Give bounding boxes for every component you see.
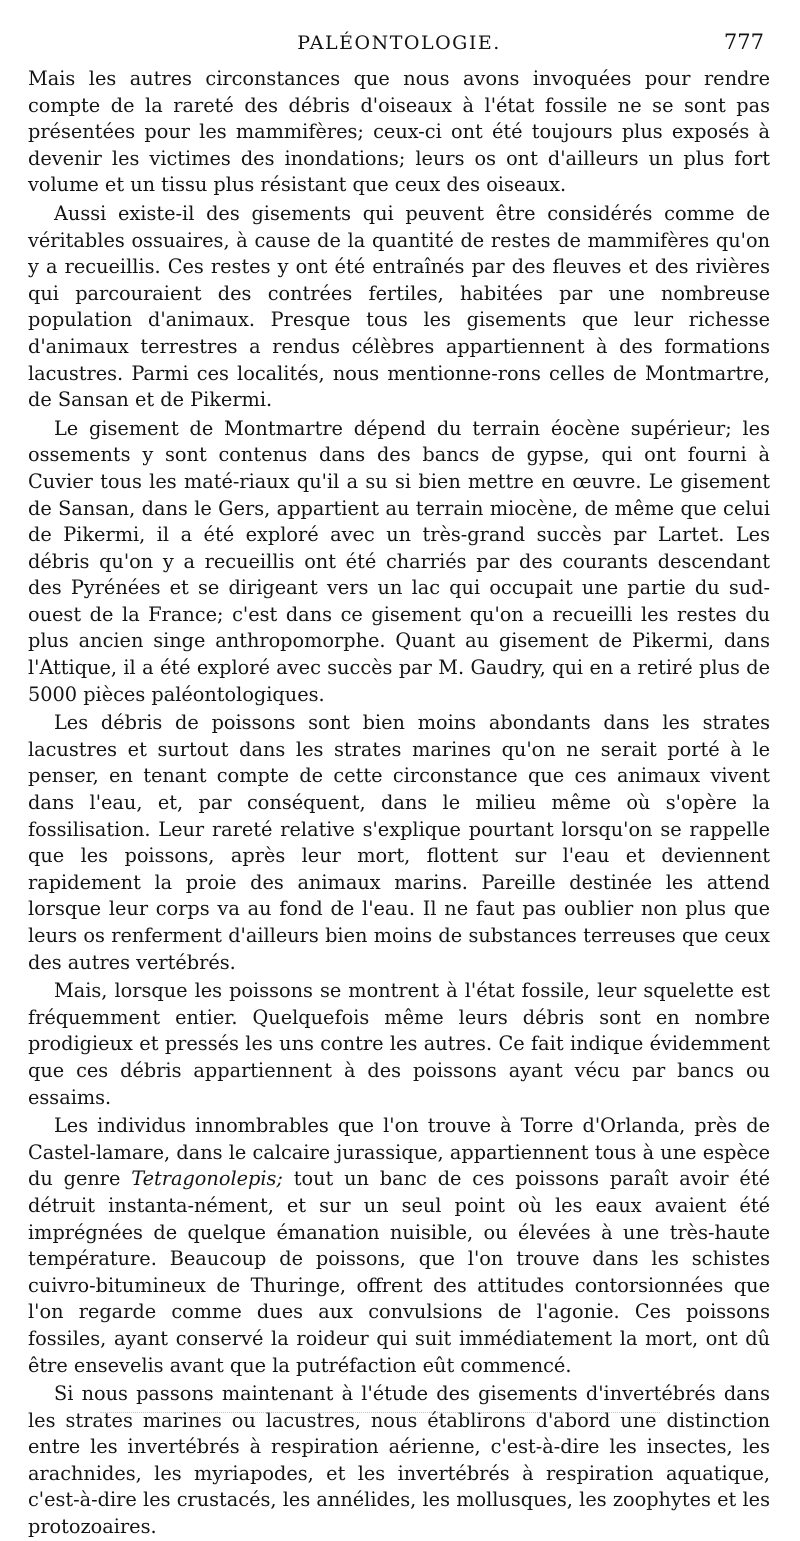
paragraph-birds-mammals: Mais les autres circonstances que nous avons invoquées pour rendre compte de la rareté des débris d'oiseaux à l'état fossile ne se sont pas présentées pour les mammifères; ceux-ci ont été toujours plus exposés à devenir les victimes des inondations; leurs os ont d'ailleurs un plus fort volume et un tissu plus résistant que ceux des oiseaux.	[28, 67, 770, 197]
genus-name: Tetragonolepis;	[131, 1167, 283, 1191]
paragraph-invertebrates: Si nous passons maintenant à l'étude des gisements d'invertébrés dans les strates marines ou lacustres, nous établirons d'abord une distinction entre les invertébrés à respiration aérienne, c'est-à-dire les insectes, les arachnides, les myriapodes, et les invertébrés à respiration aquatique, c'est-à-dire les crustacés, les annélides, les mollusques, les zoophytes et les protozoaires.	[28, 1382, 770, 1539]
paragraph-fish-debris: Les débris de poissons sont bien moins abondants dans les strates lacustres et surtout dans les strates marines qu'on ne serait porté à le penser, en tenant compte de cette circonstance que ces animaux vivent dans l'eau, et, par conséquent, dans le milieu même où s'opère la fossilisation. Leur rareté relative s'explique pourtant lorsqu'on se rappelle que les poissons, après leur mort, flottent sur l'eau et deviennent rapidement la proie des animaux marins. Pareille destinée les attend lorsque leur corps va au fond de l'eau. Il ne faut pas oublier non plus que leurs os renferment d'ailleurs bien moins de substances terreuses que ceux des autres vertébrés.	[28, 711, 770, 974]
torre-text-after: tout un banc de ces poissons paraît avoir été détruit instanta-nément, et sur un seul point où les eaux avaient été imprégnées de quelque émanation nuisible, ou élevées à une très-haute température. Beaucoup de poissons, que l'on trouve dans les schistes cuivro-bitumineux de Thuringe, offrent des attitudes contorsionnées que l'on regarde comme dues aux convulsions de l'agonie. Ces poissons fossiles, ayant conservé la roideur qui suit immédiatement la mort, ont dû être ensevelis avant que la putréfaction eût commencé.	[28, 1167, 770, 1377]
running-header	[28, 30, 770, 60]
paragraph-torre-orlanda	[28, 1113, 770, 1379]
body-text	[28, 66, 770, 1541]
torre-text-before: Les individus innombrables que l'on trouve à Torre d'Orlanda, près de Castel-lamare, dans le calcaire jurassique, appartiennent tous à une espèce du genre	[28, 1114, 770, 1191]
paragraph-montmartre: Le gisement de Montmartre dépend du terrain éocène supérieur; les ossements y sont contenus dans des bancs de gypse, qui ont fourni à Cuvier tous les maté-riaux qu'il a su si bien mettre en œuvre. Le gisement de Sansan, dans le Gers, appartient au terrain miocène, de même que celui de Pikermi, il a été exploré avec un très-grand succès par Lartet. Les débris qu'on y a recueillis ont été charriés par des courants descendant des Pyrénées et se dirigeant vers un lac qui occupait une partie du sud-ouest de la France; c'est dans ce gisement qu'on a recueilli les restes du plus ancien singe anthropomorphe. Quant au gisement de Pikermi, dans l'Attique, il a été exploré avec succès par M. Gaudry, qui en a retiré plus de 5000 pièces paléontologiques.	[28, 416, 770, 706]
paragraph-ossuaries: Aussi existe-il des gisements qui peuvent être considérés comme de véritables ossuaires, à cause de la quantité de restes de mammifères qu'on y a recueillis. Ces restes y ont été entraînés par des fleuves et des rivières qui parcouraient des contrées fertiles, habitées par une nombreuse population d'animaux. Presque tous les gisements que leur richesse d'animaux terrestres a rendus célèbres appartiennent à des formations lacustres. Parmi ces localités, nous mentionne-rons celles de Montmartre, de Sansan et de Pikermi.	[28, 201, 770, 412]
footer-rule	[100, 1412, 660, 1413]
paragraph-fish-skeletons: Mais, lorsque les poissons se montrent à l'état fossile, leur squelette est fréquemment entier. Quelquefois même leurs débris sont en nombre prodigieux et pressés les uns contre les autres. Ce fait indique évidemment que ces débris appartiennent à des poissons ayant vécu par bancs ou essaims.	[28, 979, 770, 1109]
page-number: 777	[723, 30, 764, 54]
running-title: PALÉONTOLOGIE.	[297, 32, 501, 54]
